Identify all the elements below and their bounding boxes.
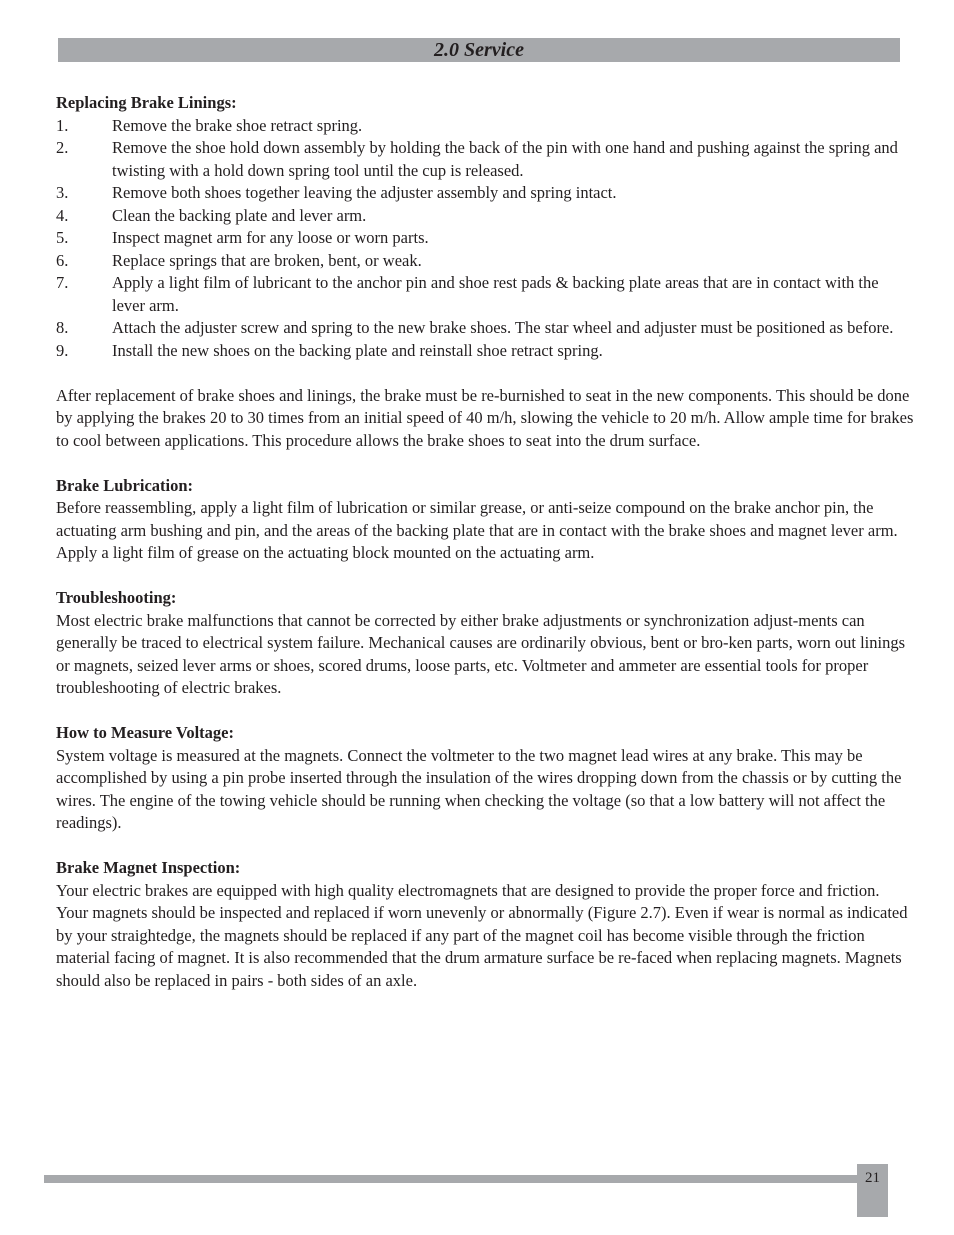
heading-replacing-brake-linings: Replacing Brake Linings:	[56, 93, 237, 112]
step-text: Clean the backing plate and lever arm.	[112, 205, 367, 225]
spacer	[56, 362, 914, 385]
step-number: 4.	[56, 205, 69, 225]
list-item	[56, 250, 914, 273]
step-text: Remove the shoe hold down assembly by holding the back of the pin with one hand and pushing against the spring and twisting with a hold down spring tool until the cup is released.	[112, 138, 898, 180]
page-number: 21	[865, 1170, 880, 1186]
voltage-paragraph: System voltage is measured at the magnets. Connect the voltmeter to the two magnet lead wires at any brake. This may be accomplished by using a pin probe inserted through the insulation of the wires dropping down from the chassis or by cutting the wires. The engine of the towing vehicle should be running when checking the voltage (so that a low battery will not affect the readings).	[56, 745, 902, 832]
step-text: Install the new shoes on the backing plate and reinstall shoe retract spring.	[112, 340, 603, 360]
heading-measure-voltage: How to Measure Voltage:	[56, 723, 234, 742]
list-item	[56, 137, 914, 182]
step-text: Remove both shoes together leaving the adjuster assembly and spring intact.	[112, 183, 617, 202]
list-item	[56, 227, 914, 250]
page-number-box	[857, 1164, 888, 1217]
heading-magnet-inspection: Brake Magnet Inspection:	[56, 858, 241, 877]
step-number: 1.	[56, 115, 69, 135]
list-item	[56, 115, 914, 138]
step-number: 6.	[56, 250, 69, 270]
spacer	[56, 565, 914, 588]
step-number: 2.	[56, 138, 69, 157]
step-text: Replace springs that are broken, bent, or weak.	[112, 250, 422, 270]
heading-brake-lubrication: Brake Lubrication:	[56, 475, 194, 495]
list-item	[56, 205, 914, 228]
step-number: 8.	[56, 318, 69, 337]
list-item	[56, 317, 914, 340]
step-text: Inspect magnet arm for any loose or worn parts.	[112, 228, 429, 247]
footer-bar	[44, 1175, 859, 1183]
step-text: Attach the adjuster screw and spring to the new brake shoes. The star wheel and adjuster must be positioned as before.	[112, 318, 894, 337]
spacer	[56, 452, 914, 475]
section-header-bar	[58, 38, 900, 62]
troubleshooting-paragraph: Most electric brake malfunctions that cannot be corrected by either brake adjustments or synchronization adjust-ments can generally be traced to electrical system failure. Mechanical causes are ordinarily obvious, bent or bro-ken parts, worn out linings or magnets, seized lever arms or shoes, scored drums, loose parts, etc. Voltmeter and ammeter are essential tools for proper troubleshooting of electric brakes.	[56, 610, 905, 697]
lubrication-paragraph: Before reassembling, apply a light film of lubrication or similar grease, or anti-seize compound on the brake anchor pin, the actuating arm bushing and pin, and the areas of the backing plate that are in contact with the brake shoes and magnet lever arm. Apply a light film of grease on the actuating block mounted on the actuating arm.	[56, 498, 898, 562]
step-number: 7.	[56, 273, 69, 292]
list-item	[56, 340, 914, 363]
step-text: Apply a light film of lubricant to the anchor pin and shoe rest pads & backing plate areas that are in contact with the lever arm.	[112, 273, 879, 315]
step-number: 3.	[56, 183, 69, 202]
spacer	[56, 835, 914, 858]
spacer	[56, 700, 914, 723]
list-item	[56, 182, 914, 205]
magnet-paragraph: Your electric brakes are equipped with high quality electromagnets that are designed to provide the proper force and friction. Your magnets should be inspected and replaced if worn unevenly or abnormally (Figure 2.7). Even if wear is normal as indicated by your straightedge, the magnets should be replaced if any part of the magnet coil has become visible through the friction material facing of magnet. It is also recommended that the drum armature surface be re-faced when replacing magnets. Magnets should also be replaced in pairs - both sides of an axle.	[56, 880, 908, 990]
step-number: 9.	[56, 340, 69, 360]
heading-troubleshooting: Troubleshooting:	[56, 588, 177, 607]
page-content	[56, 92, 914, 992]
reburnish-paragraph: After replacement of brake shoes and linings, the brake must be re-burnished to seat in the new components. This should be done by applying the brakes 20 to 30 times from an initial speed of 40 m/h, slowing the vehicle to 20 m/h. Allow ample time for brakes to cool between applications. This procedure allows the brake shoes to seat into the drum surface.	[56, 385, 914, 450]
step-number: 5.	[56, 228, 69, 247]
step-text: Remove the brake shoe retract spring.	[112, 115, 363, 135]
replacing-steps-list	[56, 115, 914, 363]
list-item	[56, 272, 914, 317]
section-title: 2.0 Service	[434, 39, 524, 61]
